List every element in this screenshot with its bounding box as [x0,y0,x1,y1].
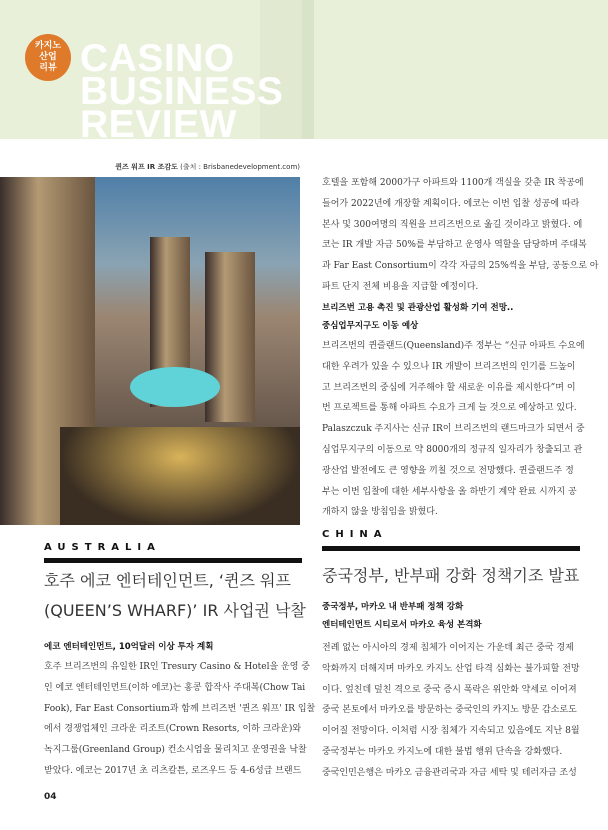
subheading: 중국정부, 마카오 내 반부패 정책 강화 엔터테인먼트 시티로서 마카오 육성 본격화 [322,602,482,630]
article-title-australia: 호주 에코 엔터테인먼트, ‘퀸즈 워프 (QUEEN’S WHARF)’ IR 사업권 낙찰 [44,571,306,620]
photo-caption: 퀸즈 워프 IR 조감도 (출처 : Brisbanedevelopment.com) [115,163,300,171]
section-badge: 카지노 산업 리뷰 [25,34,71,81]
queens-wharf-rendering [0,177,300,525]
article-title-china: 중국정부, 반부패 강화 정책기조 발표 [322,566,580,585]
masthead: CASINO BUSINESS REVIEW [80,37,284,146]
article-body: 브리즈번의 퀸즐랜드(Queensland)주 정부는 “신규 아파트 수요에 대한 우려가 있을 수 있으나 IR 개발이 브리즈번의 인기를 드높이 고 브리즈번의 중심에 거주해야 할 새로운 이유를 제시한다”며 이 번 프로젝트를 통해 아파트 수요가 크게 늘 것으로 예상하고 있다. Palaszczuk 주지사는 신규 IR이 브리즈번의 랜드마크가 되면서 중 심업무지구의 이동으로 약 8000개의 정규직 일자리가 창출되고 관 광산업 발전에도 큰 영향을 끼칠 것으로 전망했다. 퀸즐랜드주 정 부는 이번 입찰에 대한 세부사항을 올 하반기 계약 완료 시까지 공 개하지 않을 방침임을 밝혔다. [322,341,585,518]
article-body: 호텔을 포함해 2000가구 아파트와 1100개 객실을 갖춘 IR 착공에 들어가 2022년에 개장할 계획이다. 에코는 이번 입찰 성공에 따라 본사 및 300여명의 직원을 브리즈번으로 옮길 것이라고 밝혔다. 에 코는 IR 개발 자금 50%를 부담하고 운영사 역할을 담당하며 주대복 과 Far East Consortium이 각각 자금의 25%씩을 부담, 공동으로 아 파트 단지 전체 비용을 지급할 예정이다. [322,178,599,292]
subheading: 에코 엔터테인먼트, 10억달러 이상 투자 계획 [44,642,214,652]
section-label-china: CHINA [322,529,388,540]
subheading: 브리즈번 고용 촉진 및 관광산업 활성화 기여 전망.. 중심업무지구도 이동 예상 [322,303,514,331]
page-number: 04 [44,792,57,802]
section-label-australia: AUSTRALIA [44,542,161,553]
divider [322,546,580,551]
article-body: 전례 없는 아시아의 경제 침체가 이어지는 가운데 최근 중국 경제 악화까지 더해지며 마카오 카지노 산업 타격 심화는 불가피할 전망 이다. 엎친데 덮친 격으로 중국 증시 폭락은 위안화 약세로 이어져 중국 본토에서 마카오를 방문하는 중국인의 카지노 방문 감소로도 이어질 전망이다. 이처럼 시장 침체가 지속되고 있음에도 지난 8월 중국정부는 마카오 카지노에 대한 불법 행위 단속을 강화했다. 중국인민은행은 마카오 금융관리국과 자금 세탁 및 테러자금 조성 [322,643,580,778]
article-body: 호주 브리즈번의 유일한 IR인 Tresury Casino & Hotel을 운영 중 인 에코 엔터테인먼트(이하 에코)는 홍콩 합작사 주대복(Chow Tai Fook), Far East Consortium과 함께 브리즈번 '퀸즈 워프' IR 입찰 에서 경쟁업체인 크라운 리조트(Crown Resorts, 이하 크라운)와 녹지그룹(Greenland Group) 컨소시엄을 물리치고 운영권을 낙찰 받았다. 에코는 2017년 초 리츠칼튼, 로즈우드 등 4-6성급 브랜드 [44,662,316,776]
divider [44,558,302,563]
